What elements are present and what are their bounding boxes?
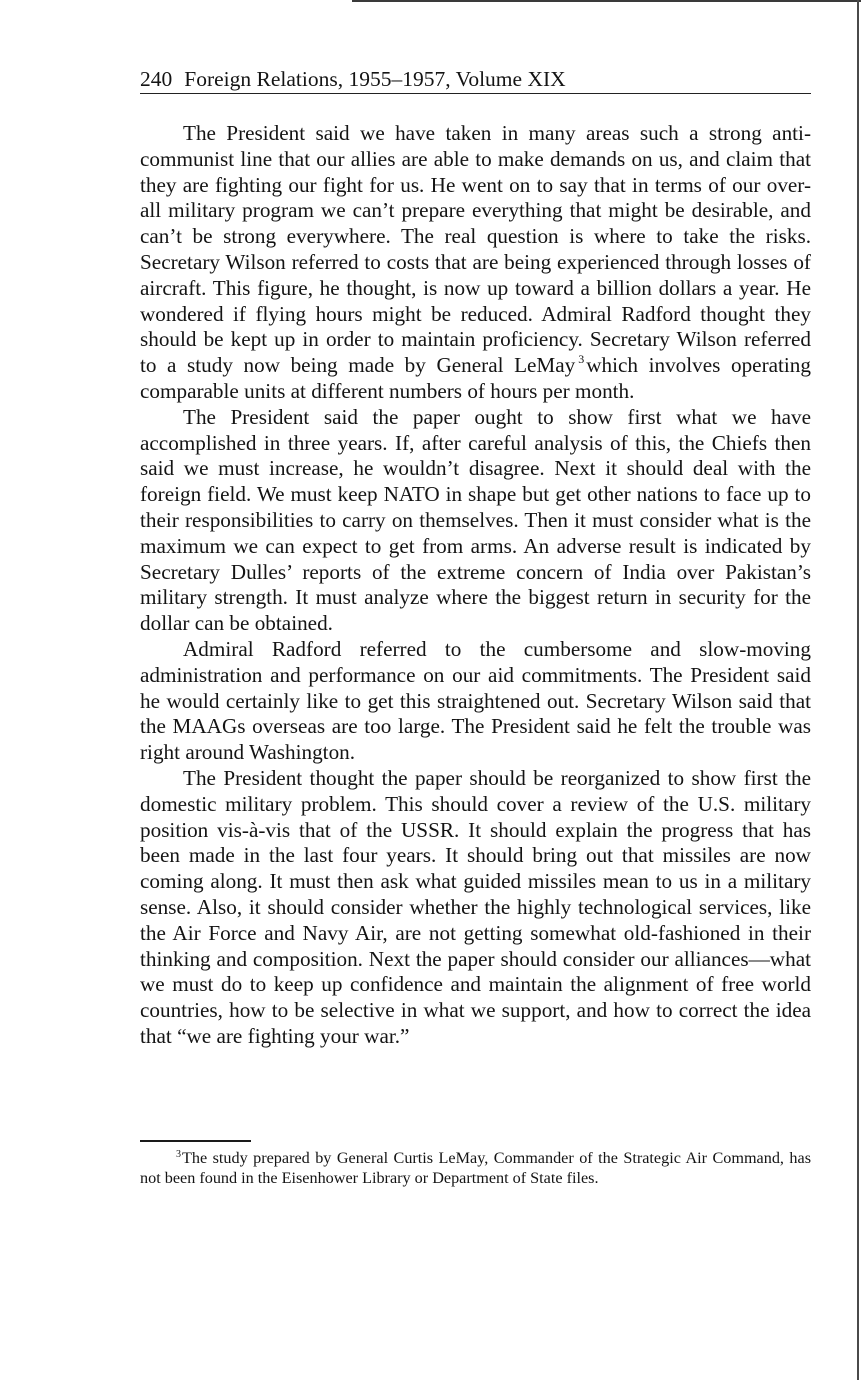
paragraph-text: The President said we have taken in many areas such a strong anti-communist line that our allies are able to make demands on us, and claim that they are fighting our fight for us. He went on to say that in terms of our over-all military program we can’t prepare everything that might be desirable, and can’t be strong everywhere. The real question is where to take the risks. Secretary Wilson referred to costs that are being experienced through losses of aircraft. This figure, he thought, is now up toward a billion dollars a year. He wondered if flying hours might be reduced. Admiral Radford thought they should be kept up in order to maintain proficiency. Secretary Wilson referred to a study now being made by General LeMay	[140, 121, 811, 378]
document-body	[140, 121, 811, 1050]
running-title: Foreign Relations, 1955–1957, Volume XIX	[184, 67, 566, 91]
footnote	[140, 1148, 811, 1188]
running-header	[140, 66, 811, 94]
footnote-reference: 3	[578, 352, 585, 367]
paragraph: The President thought the paper should be reorganized to show first the domestic military problem. This should cover a review of the U.S. military position vis-à-vis that of the USSR. It should explain the progress that has been made in the last four years. It should bring out that missiles are now coming along. It must then ask what guided missiles mean to us in a military sense. Also, it should consider whether the highly technological services, like the Air Force and Navy Air, are not getting somewhat old-fashioned in their thinking and composition. Next the paper should consider our alliances—what we must do to keep up confidence and maintain the alignment of free world countries, how to be selective in what we support, and how to correct the idea that “we are fighting your war.”	[140, 765, 811, 1048]
top-border-rule	[352, 0, 861, 2]
right-border-rule	[857, 0, 859, 1380]
paragraph-text: which involves operating comparable units at different numbers of hours per month.	[140, 353, 811, 403]
footnote-text: The study prepared by General Curtis LeMay, Commander of the Strategic Air Command, has not been found in the Eisenhower Library or Department of State files.	[140, 1149, 811, 1187]
footnote-marker: 3	[176, 1149, 181, 1160]
paragraph	[140, 121, 811, 405]
footnote-separator	[140, 1140, 251, 1142]
page-number: 240	[140, 67, 173, 91]
paragraph: Admiral Radford referred to the cumbersome and slow-moving administration and performance on our aid commitments. The President said he would certainly like to get this straightened out. Secretary Wilson said that the MAAGs overseas are too large. The President said he felt the trouble was right around Washington.	[140, 636, 811, 765]
paragraph: The President said the paper ought to show first what we have accomplished in three years. If, after careful analysis of this, the Chiefs then said we must increase, he wouldn’t disagree. Next it should deal with the foreign field. We must keep NATO in shape but get other nations to face up to their responsibilities to carry on themselves. Then it must consider what is the maximum we can expect to get from arms. An adverse result is indicated by Secretary Dulles’ reports of the extreme concern of India over Pakistan’s military strength. It must analyze where the biggest return in security for the dollar can be obtained.	[140, 404, 811, 636]
